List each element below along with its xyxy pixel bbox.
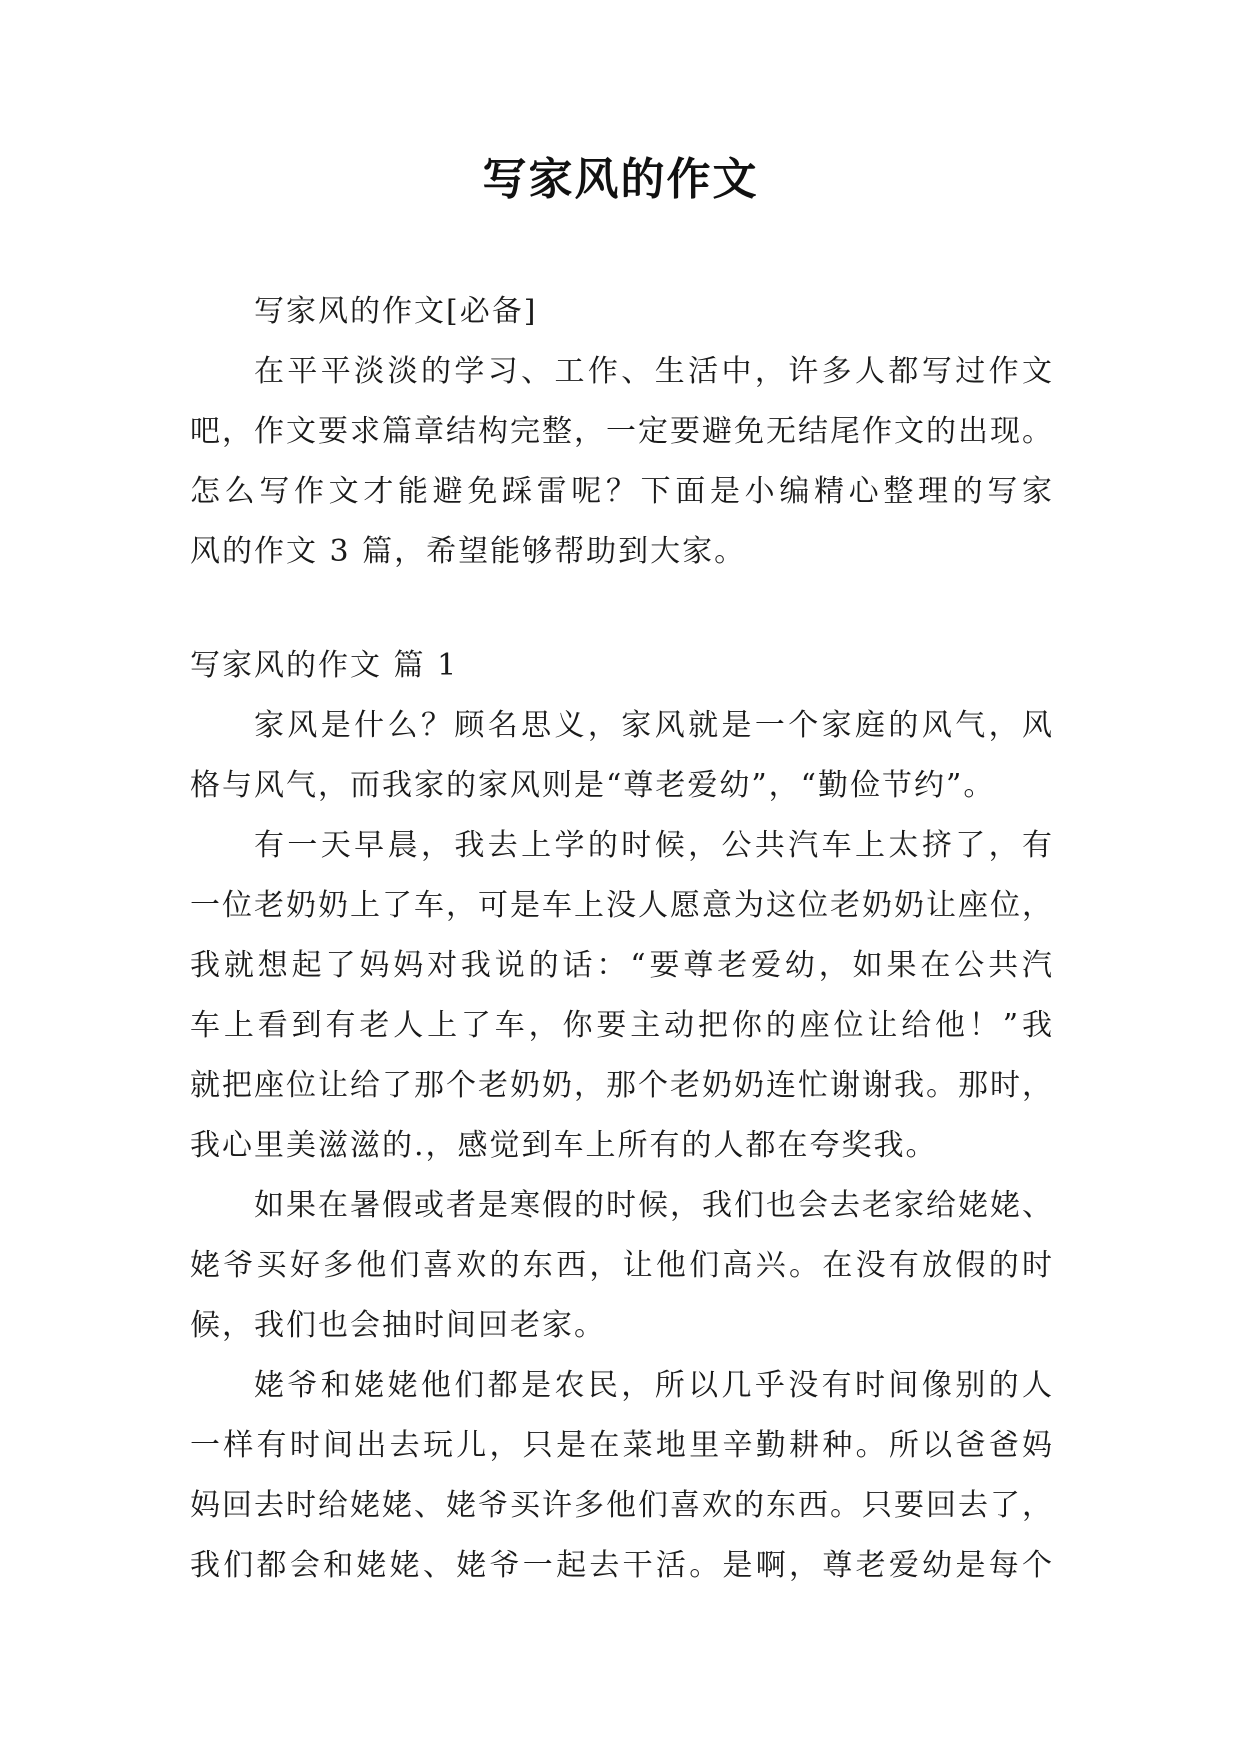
paragraph-line: 我们都会和姥姥、姥爷一起去干活。是啊，尊老爱幼是每个: [190, 1548, 1054, 1583]
intro-paragraph: [190, 342, 1054, 582]
document-title: 写家风的作文: [482, 154, 759, 205]
paragraph-line: 在平平淡淡的学习、工作、生活中，许多人都写过作文: [254, 354, 1054, 389]
paragraph-line: 风的作文 3 篇，希望能够帮助到大家。: [190, 534, 747, 569]
paragraph-line: 车上看到有老人上了车，你要主动把你的座位让给他！”我: [190, 1008, 1054, 1043]
section-spacer: [190, 582, 1054, 636]
paragraph-line: 一样有时间出去玩儿，只是在菜地里辛勤耕种。所以爸爸妈: [190, 1428, 1054, 1463]
document-body: [190, 282, 1054, 1596]
paragraph-line: 怎么写作文才能避免踩雷呢？下面是小编精心整理的写家: [190, 474, 1054, 509]
paragraph-line: 我就想起了妈妈对我说的话：“要尊老爱幼，如果在公共汽: [190, 948, 1054, 983]
paragraph-line: 一位老奶奶上了车，可是车上没人愿意为这位老奶奶让座位，: [190, 888, 1054, 923]
paragraph-line: 家风是什么？顾名思义，家风就是一个家庭的风气，风: [254, 708, 1054, 743]
paragraph-line: 如果在暑假或者是寒假的时候，我们也会去老家给姥姥、: [254, 1188, 1054, 1223]
section-paragraph: [190, 816, 1054, 1176]
paragraph-line: 候，我们也会抽时间回老家。: [190, 1308, 606, 1343]
paragraph-line: 就把座位让给了那个老奶奶，那个老奶奶连忙谢谢我。那时，: [190, 1068, 1054, 1103]
paragraph-line: 有一天早晨，我去上学的时候，公共汽车上太挤了，有: [254, 828, 1054, 863]
paragraph-line: 姥爷和姥姥他们都是农民，所以几乎没有时间像别的人: [254, 1368, 1054, 1403]
paragraph-line: 吧，作文要求篇章结构完整，一定要避免无结尾作文的出现。: [190, 414, 1054, 449]
section-paragraph: [190, 1176, 1054, 1356]
paragraph-line: 妈回去时给姥姥、姥爷买许多他们喜欢的东西。只要回去了，: [190, 1488, 1054, 1523]
paragraph-line: 格与风气，而我家的家风则是“尊老爱幼”，“勤俭节约”。: [190, 768, 996, 803]
paragraph-line: 姥爷买好多他们喜欢的东西，让他们高兴。在没有放假的时: [190, 1248, 1054, 1283]
section-heading: 写家风的作文 篇 1: [190, 648, 459, 683]
intro-subtitle: 写家风的作文[必备]: [254, 294, 538, 329]
section-paragraph: [190, 1356, 1054, 1596]
paragraph-line: 我心里美滋滋的.，感觉到车上所有的人都在夸奖我。: [190, 1128, 938, 1163]
section-paragraph: [190, 696, 1054, 816]
